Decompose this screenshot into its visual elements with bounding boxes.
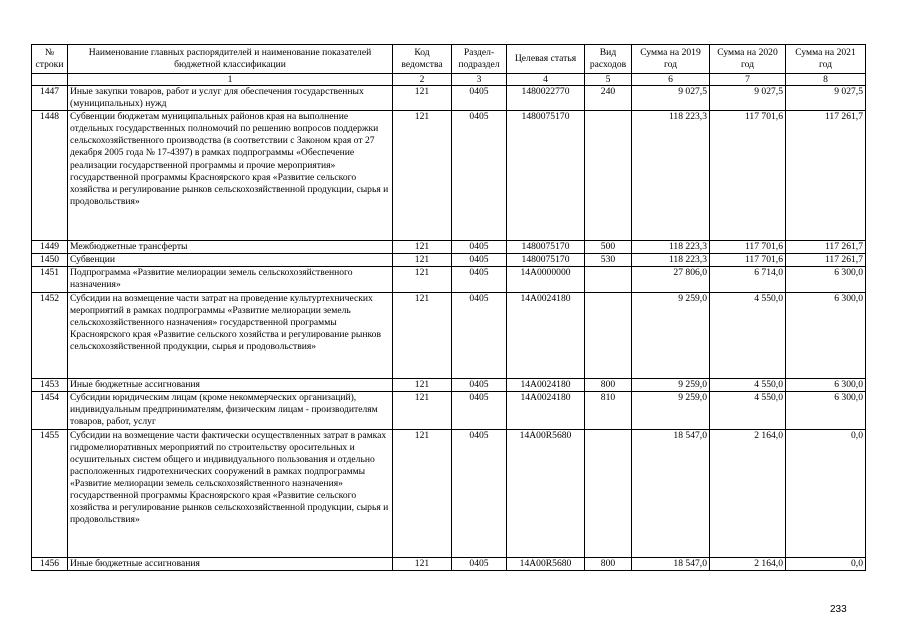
- row-dept-code: 121: [393, 378, 452, 391]
- row-section: 0405: [452, 378, 507, 391]
- row-section: 0405: [452, 111, 507, 241]
- row-target: 1480022770: [507, 86, 585, 111]
- row-dept-code: 121: [393, 254, 452, 267]
- row-dept-code: 121: [393, 111, 452, 241]
- row-sum-2019: 9 259,0: [632, 292, 710, 378]
- row-sum-2020: 117 701,6: [710, 254, 786, 267]
- row-sum-2019: 118 223,3: [632, 111, 710, 241]
- row-dept-code: 121: [393, 86, 452, 111]
- row-target: 1480075170: [507, 111, 585, 241]
- row-sum-2021: 6 300,0: [786, 378, 866, 391]
- row-name: Иные бюджетные ассигнования: [68, 557, 393, 570]
- column-number-row: [32, 74, 866, 86]
- row-expense-type: 500: [585, 241, 632, 254]
- row-sum-2021: 117 261,7: [786, 254, 866, 267]
- row-sum-2019: 118 223,3: [632, 254, 710, 267]
- row-target: 1480075170: [507, 241, 585, 254]
- column-number: 6: [632, 74, 710, 86]
- row-section: 0405: [452, 241, 507, 254]
- table-row: [32, 254, 866, 267]
- row-section: 0405: [452, 292, 507, 378]
- row-number: 1448: [32, 111, 68, 241]
- row-sum-2019: 9 259,0: [632, 378, 710, 391]
- row-sum-2019: 27 806,0: [632, 267, 710, 292]
- header-sum-2019: Сумма на 2019 год: [632, 45, 710, 74]
- row-target: 14А0024180: [507, 378, 585, 391]
- row-expense-type: [585, 292, 632, 378]
- row-sum-2020: 117 701,6: [710, 241, 786, 254]
- row-sum-2019: 9 027,5: [632, 86, 710, 111]
- row-number: 1455: [32, 429, 68, 557]
- row-expense-type: [585, 267, 632, 292]
- row-sum-2021: 117 261,7: [786, 241, 866, 254]
- table-row: [32, 86, 866, 111]
- table-row: [32, 111, 866, 241]
- row-sum-2019: 9 259,0: [632, 391, 710, 429]
- row-sum-2021: 0,0: [786, 429, 866, 557]
- budget-table: [31, 44, 866, 571]
- header-sum-2021: Сумма на 2021 год: [786, 45, 866, 74]
- column-number: 4: [507, 74, 585, 86]
- row-section: 0405: [452, 429, 507, 557]
- column-number: 7: [710, 74, 786, 86]
- row-target: 14А00R5680: [507, 557, 585, 570]
- header-sum-2020: Сумма на 2020 год: [710, 45, 786, 74]
- column-number: 3: [452, 74, 507, 86]
- row-sum-2020: 6 714,0: [710, 267, 786, 292]
- table-row: [32, 241, 866, 254]
- table-row: [32, 429, 866, 557]
- row-expense-type: 240: [585, 86, 632, 111]
- row-number: 1447: [32, 86, 68, 111]
- row-name: Иные закупки товаров, работ и услуг для обеспечения государственных (муниципальных) нужд: [68, 86, 393, 111]
- table-row: [32, 292, 866, 378]
- row-section: 0405: [452, 391, 507, 429]
- row-sum-2019: 118 223,3: [632, 241, 710, 254]
- header-row: [32, 45, 866, 74]
- page-number: 233: [830, 604, 847, 615]
- header-expense-type: Вид расходов: [585, 45, 632, 74]
- header-dept-code: Код ведомства: [393, 45, 452, 74]
- row-name: Межбюджетные трансферты: [68, 241, 393, 254]
- row-number: 1450: [32, 254, 68, 267]
- row-expense-type: [585, 111, 632, 241]
- row-sum-2020: 4 550,0: [710, 292, 786, 378]
- column-number: [32, 74, 68, 86]
- row-name: Субвенции бюджетам муниципальных районов края на выполнение отдельных государственных полномочий по решению вопросов поддержки сельскохозяйственного производства (в соответствии с Законом края от 27 декабря 2005 года № 17-4397) в рамках подпрограммы «Обеспечение реализации государственной программы и прочие мероприятия» государственной программы Красноярского края «Развитие сельского хозяйства и регулирование рынков сельскохозяйственной продукции, сырья и продовольствия»: [68, 111, 393, 241]
- column-number: 8: [786, 74, 866, 86]
- row-expense-type: 800: [585, 557, 632, 570]
- row-target: 14А00R5680: [507, 429, 585, 557]
- table-row: [32, 267, 866, 292]
- row-target: 14А0024180: [507, 292, 585, 378]
- row-target: 14А0000000: [507, 267, 585, 292]
- row-sum-2020: 2 164,0: [710, 557, 786, 570]
- row-number: 1451: [32, 267, 68, 292]
- column-number: 2: [393, 74, 452, 86]
- row-expense-type: 800: [585, 378, 632, 391]
- row-expense-type: 530: [585, 254, 632, 267]
- row-dept-code: 121: [393, 292, 452, 378]
- table-row: [32, 378, 866, 391]
- row-dept-code: 121: [393, 429, 452, 557]
- row-name: Субсидии на возмещение части фактически осуществленных затрат в рамках гидромелиоративных мероприятий по строительству оросительных и осушительных систем общего и индивидуального пользования и отдельно расположенных гидротехнических сооружений в рамках подпрограммы «Развитие мелиорации земель сельскохозяйственного назначения» государственной программы Красноярского края «Развитие сельского хозяйства и регулирование рынков сельскохозяйственной продукции, сырья и продовольствия»: [68, 429, 393, 557]
- row-target: 14А0024180: [507, 391, 585, 429]
- row-section: 0405: [452, 254, 507, 267]
- row-name: Подпрограмма «Развитие мелиорации земель сельскохозяйственного назначения»: [68, 267, 393, 292]
- header-name: Наименование главных распорядителей и наименование показателей бюджетной классификации: [68, 45, 393, 74]
- row-number: 1453: [32, 378, 68, 391]
- row-sum-2020: 2 164,0: [710, 429, 786, 557]
- column-number: 1: [68, 74, 393, 86]
- row-sum-2021: 9 027,5: [786, 86, 866, 111]
- row-number: 1449: [32, 241, 68, 254]
- row-section: 0405: [452, 557, 507, 570]
- header-target: Целевая статья: [507, 45, 585, 74]
- row-expense-type: [585, 429, 632, 557]
- header-section: Раздел-подраздел: [452, 45, 507, 74]
- row-target: 1480075170: [507, 254, 585, 267]
- row-sum-2019: 18 547,0: [632, 429, 710, 557]
- row-section: 0405: [452, 86, 507, 111]
- row-sum-2021: 6 300,0: [786, 292, 866, 378]
- column-number: 5: [585, 74, 632, 86]
- row-sum-2021: 6 300,0: [786, 267, 866, 292]
- row-expense-type: 810: [585, 391, 632, 429]
- row-sum-2020: 4 550,0: [710, 391, 786, 429]
- row-sum-2021: 0,0: [786, 557, 866, 570]
- row-name: Субсидии юридическим лицам (кроме некоммерческих организаций), индивидуальным предпринимателям, физическим лицам - производителям товаров, работ, услуг: [68, 391, 393, 429]
- row-number: 1452: [32, 292, 68, 378]
- row-dept-code: 121: [393, 557, 452, 570]
- row-sum-2020: 117 701,6: [710, 111, 786, 241]
- row-name: Субвенции: [68, 254, 393, 267]
- row-section: 0405: [452, 267, 507, 292]
- table-row: [32, 557, 866, 570]
- row-name: Иные бюджетные ассигнования: [68, 378, 393, 391]
- row-sum-2021: 6 300,0: [786, 391, 866, 429]
- row-number: 1456: [32, 557, 68, 570]
- row-number: 1454: [32, 391, 68, 429]
- table-row: [32, 391, 866, 429]
- row-dept-code: 121: [393, 391, 452, 429]
- row-name: Субсидии на возмещение части затрат на проведение культуртехнических мероприятий в рамках подпрограммы «Развитие мелиорации земель сельскохозяйственного назначения» государственной программы Красноярского края «Развитие сельского хозяйства и регулирование рынков сельскохозяйственной продукции, сырья и продовольствия»: [68, 292, 393, 378]
- row-dept-code: 121: [393, 241, 452, 254]
- row-sum-2021: 117 261,7: [786, 111, 866, 241]
- header-row-no: № строки: [32, 45, 68, 74]
- row-dept-code: 121: [393, 267, 452, 292]
- row-sum-2020: 4 550,0: [710, 378, 786, 391]
- row-sum-2019: 18 547,0: [632, 557, 710, 570]
- row-sum-2020: 9 027,5: [710, 86, 786, 111]
